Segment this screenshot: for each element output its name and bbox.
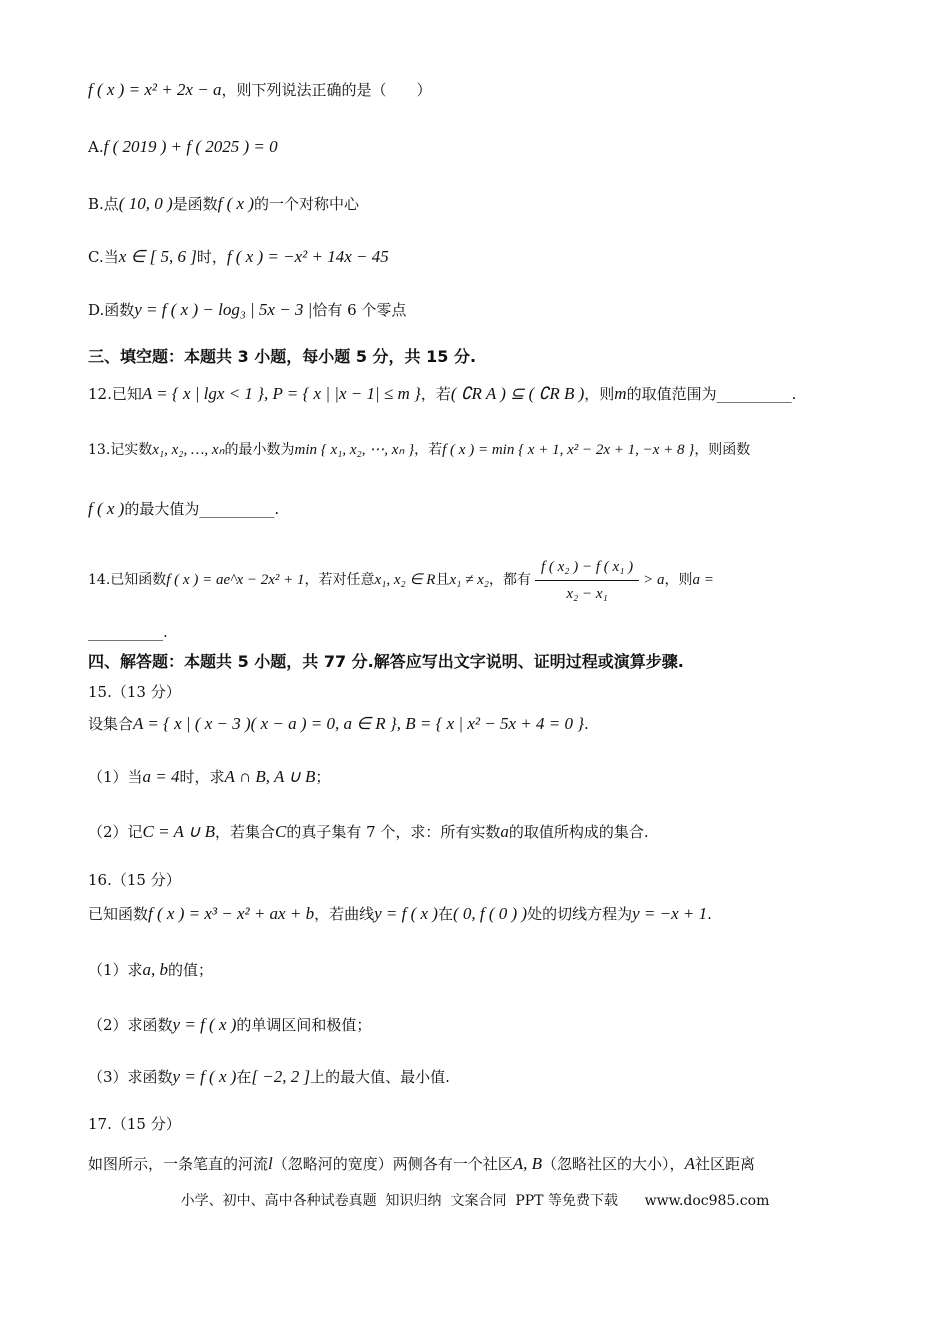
question-16-part-2	[88, 1013, 880, 1037]
math-expression: a = 4	[142, 767, 180, 786]
text: 设集合	[88, 715, 134, 733]
problem-11-stem	[88, 78, 880, 102]
text: 是函数	[172, 195, 218, 213]
question-number: 14.已知函数	[88, 572, 167, 588]
text: 的真子集有 7 个，求：所有实数	[286, 823, 501, 841]
question-13-cont	[88, 497, 880, 521]
math-expression: y = f ( x )	[172, 1067, 237, 1086]
text: 的最小数为	[224, 442, 295, 458]
text: ；	[315, 768, 331, 786]
option-d	[88, 298, 880, 322]
text: 且	[435, 572, 450, 588]
text: 恰有 6 个零点	[312, 301, 407, 319]
text: 的最大值为__________.	[124, 500, 280, 518]
text: ，若集合	[214, 823, 275, 841]
question-15-stem	[88, 712, 880, 736]
math-expression: A ∩ B, A ∪ B	[224, 767, 316, 786]
part-label: （2）求函数	[88, 1016, 173, 1034]
math-expression: ( ∁R A ) ⊆ ( ∁R B )	[450, 384, 585, 403]
option-c	[88, 245, 880, 269]
text: 如图所示，一条笔直的河流	[88, 1155, 269, 1173]
text: ，若曲线	[314, 905, 375, 923]
option-label: D.函数	[88, 301, 135, 319]
math-expression: y = −x + 1	[632, 904, 708, 923]
text: 已知函数	[88, 905, 149, 923]
math-expression: A = { x | ( x − 3 )( x − a ) = 0, a ∈ R }, B = { x | x² − 5x + 4 = 0 }	[133, 714, 584, 733]
math-expression: y = f ( x )	[172, 1015, 237, 1034]
math-expression: x₁, x₂, …, xₙ	[152, 442, 225, 458]
math-expression: a	[500, 822, 509, 841]
text: ，若	[414, 442, 443, 458]
fraction-numerator: f ( x₂ ) − f ( x₁ )	[535, 556, 639, 581]
math-expression: x₁, x₂ ∈ R	[374, 572, 436, 588]
text: 时，求	[179, 768, 225, 786]
math-expression: y = f ( x )	[374, 904, 438, 923]
page-footer: 小学、初中、高中各种试卷真题 知识归纳 文案合同 PPT 等免费下载 www.doc985.com	[180, 1193, 770, 1209]
question-17-stem	[88, 1152, 880, 1176]
math-expression: ( 0, f ( 0 ) )	[452, 904, 528, 923]
math-expression: x ∈ [ 5, 6 ]	[118, 247, 197, 266]
text: 社区距离	[694, 1155, 755, 1173]
text: 的一个对称中心	[253, 195, 359, 213]
question-12	[88, 382, 880, 406]
option-label: A.	[88, 138, 104, 156]
math-expression: > a	[643, 572, 665, 588]
part-label: （2）记	[88, 823, 143, 841]
text: （忽略河的宽度）两侧各有一个社区	[272, 1155, 513, 1173]
part-label: （1）当	[88, 768, 143, 786]
question-14-blank: __________.	[88, 623, 168, 641]
math-expression: A	[684, 1154, 695, 1173]
question-number: 12.已知	[88, 385, 142, 403]
text: 处的切线方程为	[527, 905, 633, 923]
math-expression: A, B	[512, 1154, 543, 1173]
math-expression: C = A ∪ B	[142, 822, 215, 841]
question-15-part-2	[88, 820, 880, 844]
math-expression: l	[268, 1154, 273, 1173]
option-a	[88, 135, 880, 159]
math-expression: f ( x )	[217, 194, 254, 213]
text: 的值；	[168, 961, 214, 979]
option-label: C.当	[88, 248, 119, 266]
math-expression: y = f ( x ) − log₃ | 5x − 3 |	[134, 300, 313, 319]
math-expression: f ( x ) = −x² + 14x − 45	[226, 247, 389, 266]
text: ，则下列说法正确的是（ ）	[221, 81, 432, 99]
section-3-heading: 三、填空题：本题共 3 小题，每小题 5 分，共 15 分.	[88, 347, 477, 366]
text: ，则	[664, 572, 693, 588]
text: 的单调区间和极值；	[236, 1016, 372, 1034]
math-expression: C	[274, 822, 287, 841]
math-expression: ( 10, 0 )	[118, 194, 173, 213]
math-expression: f ( 2019 ) + f ( 2025 ) = 0	[103, 137, 278, 156]
math-expression: x₁ ≠ x₂	[449, 572, 489, 588]
math-expression: a, b	[142, 960, 169, 979]
math-expression: min { x₁, x₂, ⋯, xₙ }	[294, 442, 415, 458]
text: ，若对任意	[304, 572, 375, 588]
math-expression: f ( x )	[88, 499, 125, 518]
option-b	[88, 192, 880, 216]
math-expression: f ( x ) = x³ − x² + ax + b	[148, 904, 315, 923]
text: ，若	[420, 385, 451, 403]
text: （忽略社区的大小），	[542, 1155, 685, 1173]
text: 时，	[196, 248, 227, 266]
option-label: B.点	[88, 195, 119, 213]
question-16-stem	[88, 902, 880, 926]
math-expression: m	[614, 384, 627, 403]
question-16-part-1	[88, 958, 880, 982]
question-15-header: 15.（13 分）	[88, 683, 181, 701]
math-expression: f ( x ) = x² + 2x − a	[88, 80, 222, 99]
text: 上的最大值、最小值.	[310, 1068, 450, 1086]
math-expression: f ( x ) = ae^x − 2x² + 1	[166, 572, 305, 588]
question-16-part-3	[88, 1065, 880, 1089]
question-13	[88, 438, 880, 462]
text: 的取值所构成的集合.	[508, 823, 649, 841]
text: ，都有	[488, 572, 531, 588]
question-17-header: 17.（15 分）	[88, 1115, 181, 1133]
math-expression: [ −2, 2 ]	[251, 1067, 311, 1086]
part-label: （3）求函数	[88, 1068, 173, 1086]
question-15-part-1	[88, 765, 880, 789]
math-expression: f ( x ) = min { x + 1, x² − 2x + 1, −x + 8 }	[442, 442, 695, 458]
text: .	[707, 905, 712, 923]
text: ，则	[584, 385, 615, 403]
question-16-header: 16.（15 分）	[88, 871, 181, 889]
text: .	[584, 715, 589, 733]
text: 的取值范围为__________.	[626, 385, 797, 403]
math-expression: a =	[692, 572, 714, 588]
fraction	[535, 556, 639, 605]
section-4-heading: 四、解答题：本题共 5 小题，共 77 分.解答应写出文字说明、证明过程或演算步骤.	[88, 652, 684, 671]
fraction-denominator: x₂ − x₁	[566, 585, 608, 602]
question-number: 13.记实数	[88, 442, 153, 458]
question-14	[88, 552, 880, 608]
text: ，则函数	[694, 442, 751, 458]
part-label: （1）求	[88, 961, 143, 979]
text: 在	[437, 905, 453, 923]
text: 在	[236, 1068, 252, 1086]
math-expression: A = { x | lgx < 1 }, P = { x | |x − 1| ≤ m }	[141, 384, 421, 403]
